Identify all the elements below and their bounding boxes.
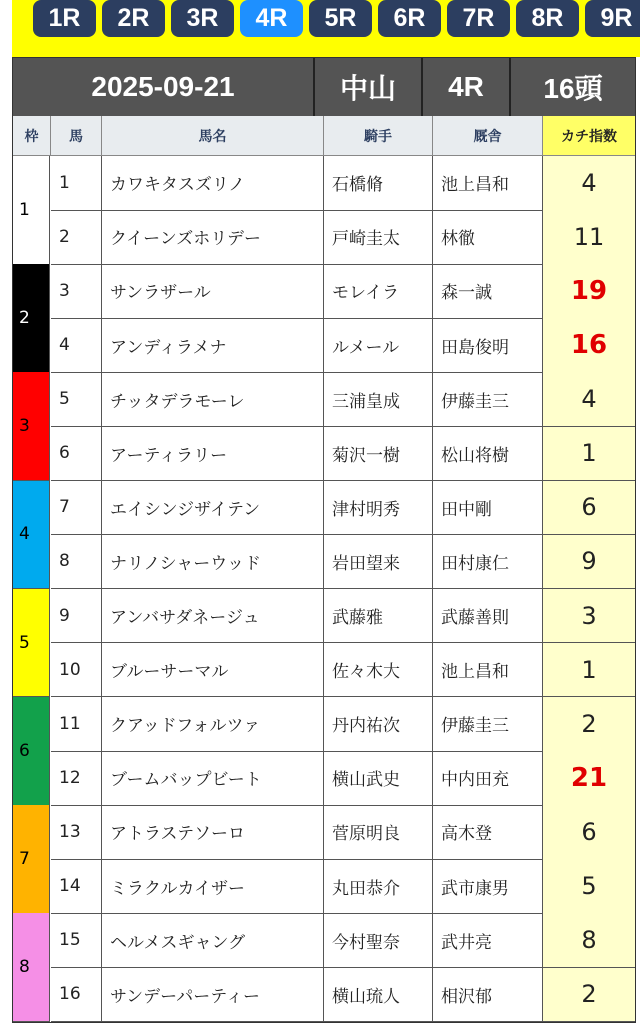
tab-race-7r[interactable]: 7R bbox=[447, 0, 510, 37]
trainer-cell: 武井亮 bbox=[433, 913, 543, 968]
horse-number-cell: 14 bbox=[51, 859, 102, 914]
tab-race-4r[interactable]: 4R bbox=[240, 0, 303, 37]
horse-name-cell: ブルーサーマル bbox=[102, 643, 324, 698]
horse-name-cell: アーティラリー bbox=[102, 427, 324, 482]
horse-number-cell: 16 bbox=[51, 968, 102, 1023]
kachi-index-cell: 4 bbox=[543, 156, 635, 211]
jockey-cell: 菅原明良 bbox=[324, 805, 433, 860]
trainer-cell: 相沢郁 bbox=[433, 968, 543, 1023]
race-date: 2025-09-21 bbox=[13, 58, 315, 116]
race-venue: 中山 bbox=[315, 58, 423, 116]
waku-cell: 7 bbox=[13, 805, 50, 914]
jockey-cell: 戸崎圭太 bbox=[324, 210, 433, 265]
kachi-index-cell: 2 bbox=[543, 968, 635, 1023]
kachi-index-cell: 19 bbox=[543, 264, 635, 319]
jockey-cell: 丹内祐次 bbox=[324, 697, 433, 752]
kachi-index-cell: 6 bbox=[543, 481, 635, 536]
horse-name-cell: サンラザール bbox=[102, 264, 324, 319]
horse-number-cell: 11 bbox=[51, 697, 102, 752]
kachi-index-cell: 1 bbox=[543, 643, 635, 698]
race-card-table bbox=[12, 57, 636, 1023]
waku-cell: 8 bbox=[13, 913, 50, 1022]
col-kachi-index: カチ指数 bbox=[543, 116, 635, 156]
horse-number-cell: 15 bbox=[51, 913, 102, 968]
horse-name-cell: ブームバップビート bbox=[102, 751, 324, 806]
tab-race-9r[interactable]: 9R bbox=[585, 0, 640, 37]
waku-cell: 6 bbox=[13, 697, 50, 806]
horse-number-cell: 7 bbox=[51, 481, 102, 536]
trainer-cell: 松山将樹 bbox=[433, 427, 543, 482]
jockey-cell: 横山武史 bbox=[324, 751, 433, 806]
kachi-index-cell: 5 bbox=[543, 859, 635, 914]
kachi-index-cell: 4 bbox=[543, 372, 635, 427]
horse-name-cell: カワキタスズリノ bbox=[102, 156, 324, 211]
tab-race-8r[interactable]: 8R bbox=[516, 0, 579, 37]
jockey-cell: ルメール bbox=[324, 318, 433, 373]
horse-number-cell: 3 bbox=[51, 264, 102, 319]
jockey-cell: 今村聖奈 bbox=[324, 913, 433, 968]
kachi-index-cell: 9 bbox=[543, 535, 635, 590]
horse-number-cell: 1 bbox=[51, 156, 102, 211]
trainer-cell: 田島俊明 bbox=[433, 318, 543, 373]
waku-cell: 1 bbox=[13, 156, 50, 265]
runner-count: 16頭 bbox=[511, 58, 635, 116]
horse-name-cell: クアッドフォルツァ bbox=[102, 697, 324, 752]
kachi-index-cell: 3 bbox=[543, 589, 635, 644]
trainer-cell: 中内田充 bbox=[433, 751, 543, 806]
trainer-cell: 森一誠 bbox=[433, 264, 543, 319]
horse-name-cell: チッタデラモーレ bbox=[102, 372, 324, 427]
jockey-cell: 菊沢一樹 bbox=[324, 427, 433, 482]
horse-number-cell: 10 bbox=[51, 643, 102, 698]
jockey-cell: 津村明秀 bbox=[324, 481, 433, 536]
trainer-cell: 高木登 bbox=[433, 805, 543, 860]
tab-race-2r[interactable]: 2R bbox=[102, 0, 165, 37]
waku-cell: 5 bbox=[13, 589, 50, 698]
trainer-cell: 伊藤圭三 bbox=[433, 697, 543, 752]
col-horse-name: 馬名 bbox=[102, 116, 324, 156]
tab-bar-left-strip bbox=[0, 0, 12, 57]
horse-name-cell: ミラクルカイザー bbox=[102, 859, 324, 914]
horse-name-cell: クイーンズホリデー bbox=[102, 210, 324, 265]
jockey-cell: 武藤雅 bbox=[324, 589, 433, 644]
trainer-cell: 田中剛 bbox=[433, 481, 543, 536]
horse-name-cell: アンディラメナ bbox=[102, 318, 324, 373]
kachi-index-cell: 11 bbox=[543, 210, 635, 265]
horse-name-cell: アンバサダネージュ bbox=[102, 589, 324, 644]
waku-cell: 2 bbox=[13, 264, 50, 373]
trainer-cell: 伊藤圭三 bbox=[433, 372, 543, 427]
horse-name-cell: サンデーパーティー bbox=[102, 968, 324, 1023]
horse-number-cell: 12 bbox=[51, 751, 102, 806]
col-trainer: 厩舎 bbox=[433, 116, 543, 156]
horse-number-cell: 13 bbox=[51, 805, 102, 860]
horse-number-cell: 8 bbox=[51, 535, 102, 590]
jockey-cell: 岩田望来 bbox=[324, 535, 433, 590]
horse-number-cell: 2 bbox=[51, 210, 102, 265]
trainer-cell: 池上昌和 bbox=[433, 156, 543, 211]
horse-name-cell: ヘルメスギャング bbox=[102, 913, 324, 968]
horse-name-cell: ナリノシャーウッド bbox=[102, 535, 324, 590]
trainer-cell: 武市康男 bbox=[433, 859, 543, 914]
kachi-index-cell: 21 bbox=[543, 751, 635, 806]
trainer-cell: 武藤善則 bbox=[433, 589, 543, 644]
tab-race-6r[interactable]: 6R bbox=[378, 0, 441, 37]
jockey-cell: モレイラ bbox=[324, 264, 433, 319]
waku-cell: 4 bbox=[13, 481, 50, 590]
trainer-cell: 池上昌和 bbox=[433, 643, 543, 698]
kachi-index-cell: 2 bbox=[543, 697, 635, 752]
horse-name-cell: エイシンジザイテン bbox=[102, 481, 324, 536]
col-jockey: 騎手 bbox=[324, 116, 433, 156]
kachi-index-cell: 16 bbox=[543, 318, 635, 373]
horse-number-cell: 9 bbox=[51, 589, 102, 644]
horse-number-cell: 6 bbox=[51, 427, 102, 482]
trainer-cell: 田村康仁 bbox=[433, 535, 543, 590]
jockey-cell: 三浦皇成 bbox=[324, 372, 433, 427]
jockey-cell: 石橋脩 bbox=[324, 156, 433, 211]
jockey-cell: 丸田恭介 bbox=[324, 859, 433, 914]
tab-race-1r[interactable]: 1R bbox=[33, 0, 96, 37]
trainer-cell: 林徹 bbox=[433, 210, 543, 265]
jockey-cell: 横山琉人 bbox=[324, 968, 433, 1023]
kachi-index-cell: 6 bbox=[543, 805, 635, 860]
jockey-cell: 佐々木大 bbox=[324, 643, 433, 698]
col-horse-number: 馬 bbox=[51, 116, 102, 156]
kachi-index-cell: 1 bbox=[543, 427, 635, 482]
kachi-index-cell: 8 bbox=[543, 913, 635, 968]
tab-race-5r[interactable]: 5R bbox=[309, 0, 372, 37]
race-number: 4R bbox=[423, 58, 511, 116]
col-waku: 枠 bbox=[13, 116, 51, 156]
horse-number-cell: 4 bbox=[51, 318, 102, 373]
tab-race-3r[interactable]: 3R bbox=[171, 0, 234, 37]
race-tab-bar bbox=[0, 0, 640, 57]
horse-name-cell: アトラステソーロ bbox=[102, 805, 324, 860]
waku-cell: 3 bbox=[13, 372, 50, 481]
horse-number-cell: 5 bbox=[51, 372, 102, 427]
